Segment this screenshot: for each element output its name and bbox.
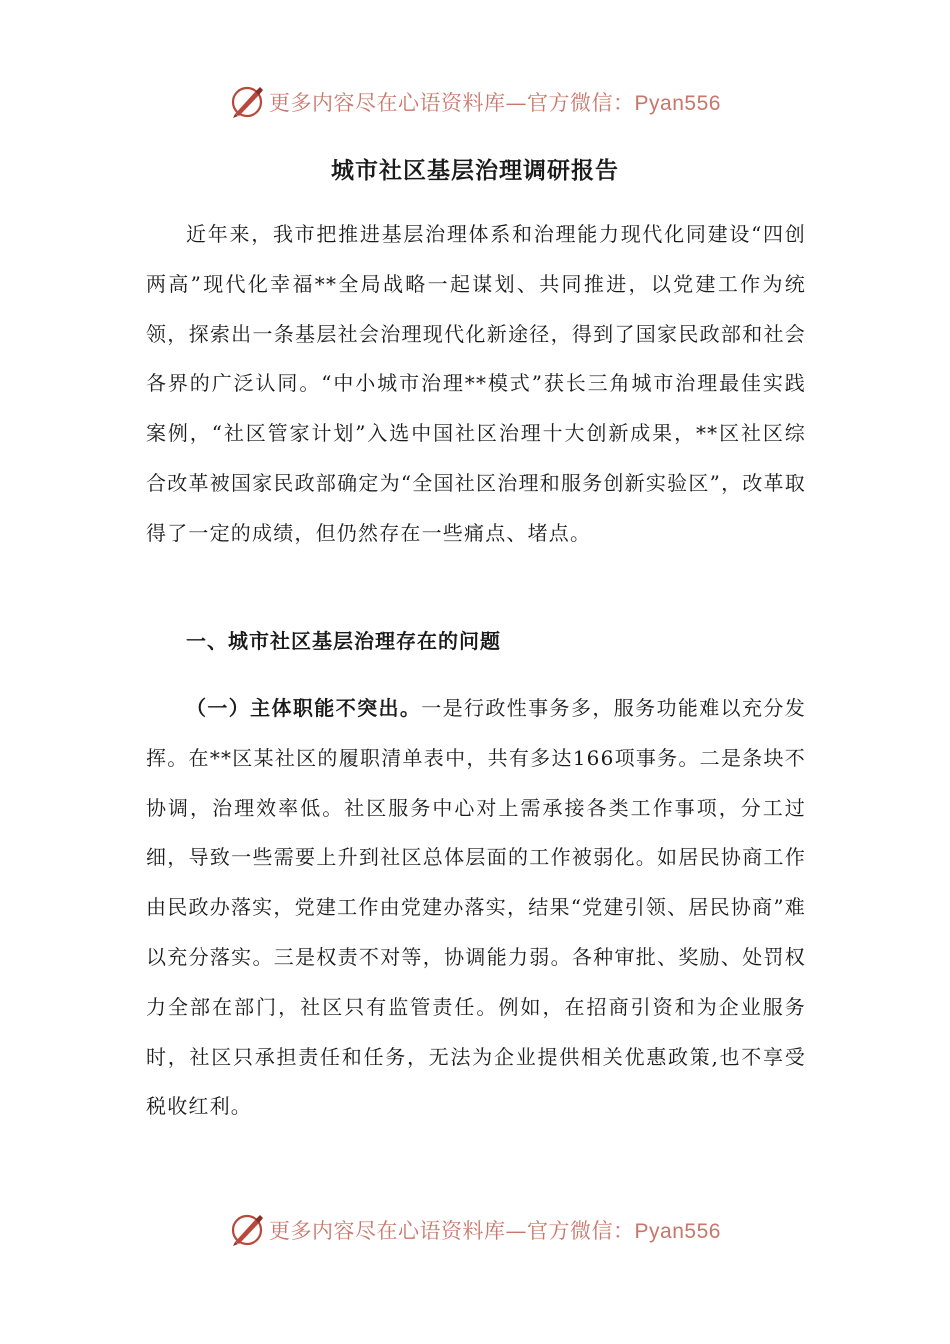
intro-paragraph: 近年来，我市把推进基层治理体系和治理能力现代化同建设“四创两高”现代化幸福**全局战略一起谋划、共同推进，以党建工作为统领，探索出一条基层社会治理现代化新途径，得到了国家民政部和社会各界的广泛认同。“中小城市治理**模式”获长三角城市治理最佳实践案例，“社区管家计划”入选中国社区治理十大创新成果，**区社区综合改革被国家民政部确定为“全国社区治理和服务创新实验区”，改革取得了一定的成绩，但仍然存在一些痛点、堵点。 <box>146 222 806 545</box>
pen-seal-logo-icon <box>229 84 265 120</box>
header-banner <box>0 80 950 124</box>
subsection-paragraph <box>146 684 806 1132</box>
footer-banner <box>0 1208 950 1252</box>
document-title: 城市社区基层治理调研报告 <box>331 157 619 184</box>
pen-seal-logo-icon <box>229 1212 265 1248</box>
banner-text: 更多内容尽在心语资料库—官方微信：Pyan556 <box>269 1219 721 1243</box>
section-heading: 一、城市社区基层治理存在的问题 <box>186 629 501 653</box>
banner-text: 更多内容尽在心语资料库—官方微信：Pyan556 <box>269 91 721 115</box>
banner-wechat-handle: Pyan556 <box>634 92 721 115</box>
subsection-lead: （一）主体职能不突出。 <box>186 696 422 720</box>
banner-wechat-handle: Pyan556 <box>634 1220 721 1243</box>
subsection-body: 一是行政性事务多，服务功能难以充分发挥。在**区某社区的履职清单表中，共有多达166项事务。二是条块不协调，治理效率低。社区服务中心对上需承接各类工作事项，分工过细，导致一些需要上升到社区总体层面的工作被弱化。如居民协商工作由民政办落实，党建工作由党建办落实，结果“党建引领、居民协商”难以充分落实。三是权责不对等，协调能力弱。各种审批、奖励、处罚权力全部在部门，社区只有监管责任。例如，在招商引资和为企业服务时，社区只承担责任和任务，无法为企业提供相关优惠政策,也不享受税收红利。 <box>146 696 806 1119</box>
